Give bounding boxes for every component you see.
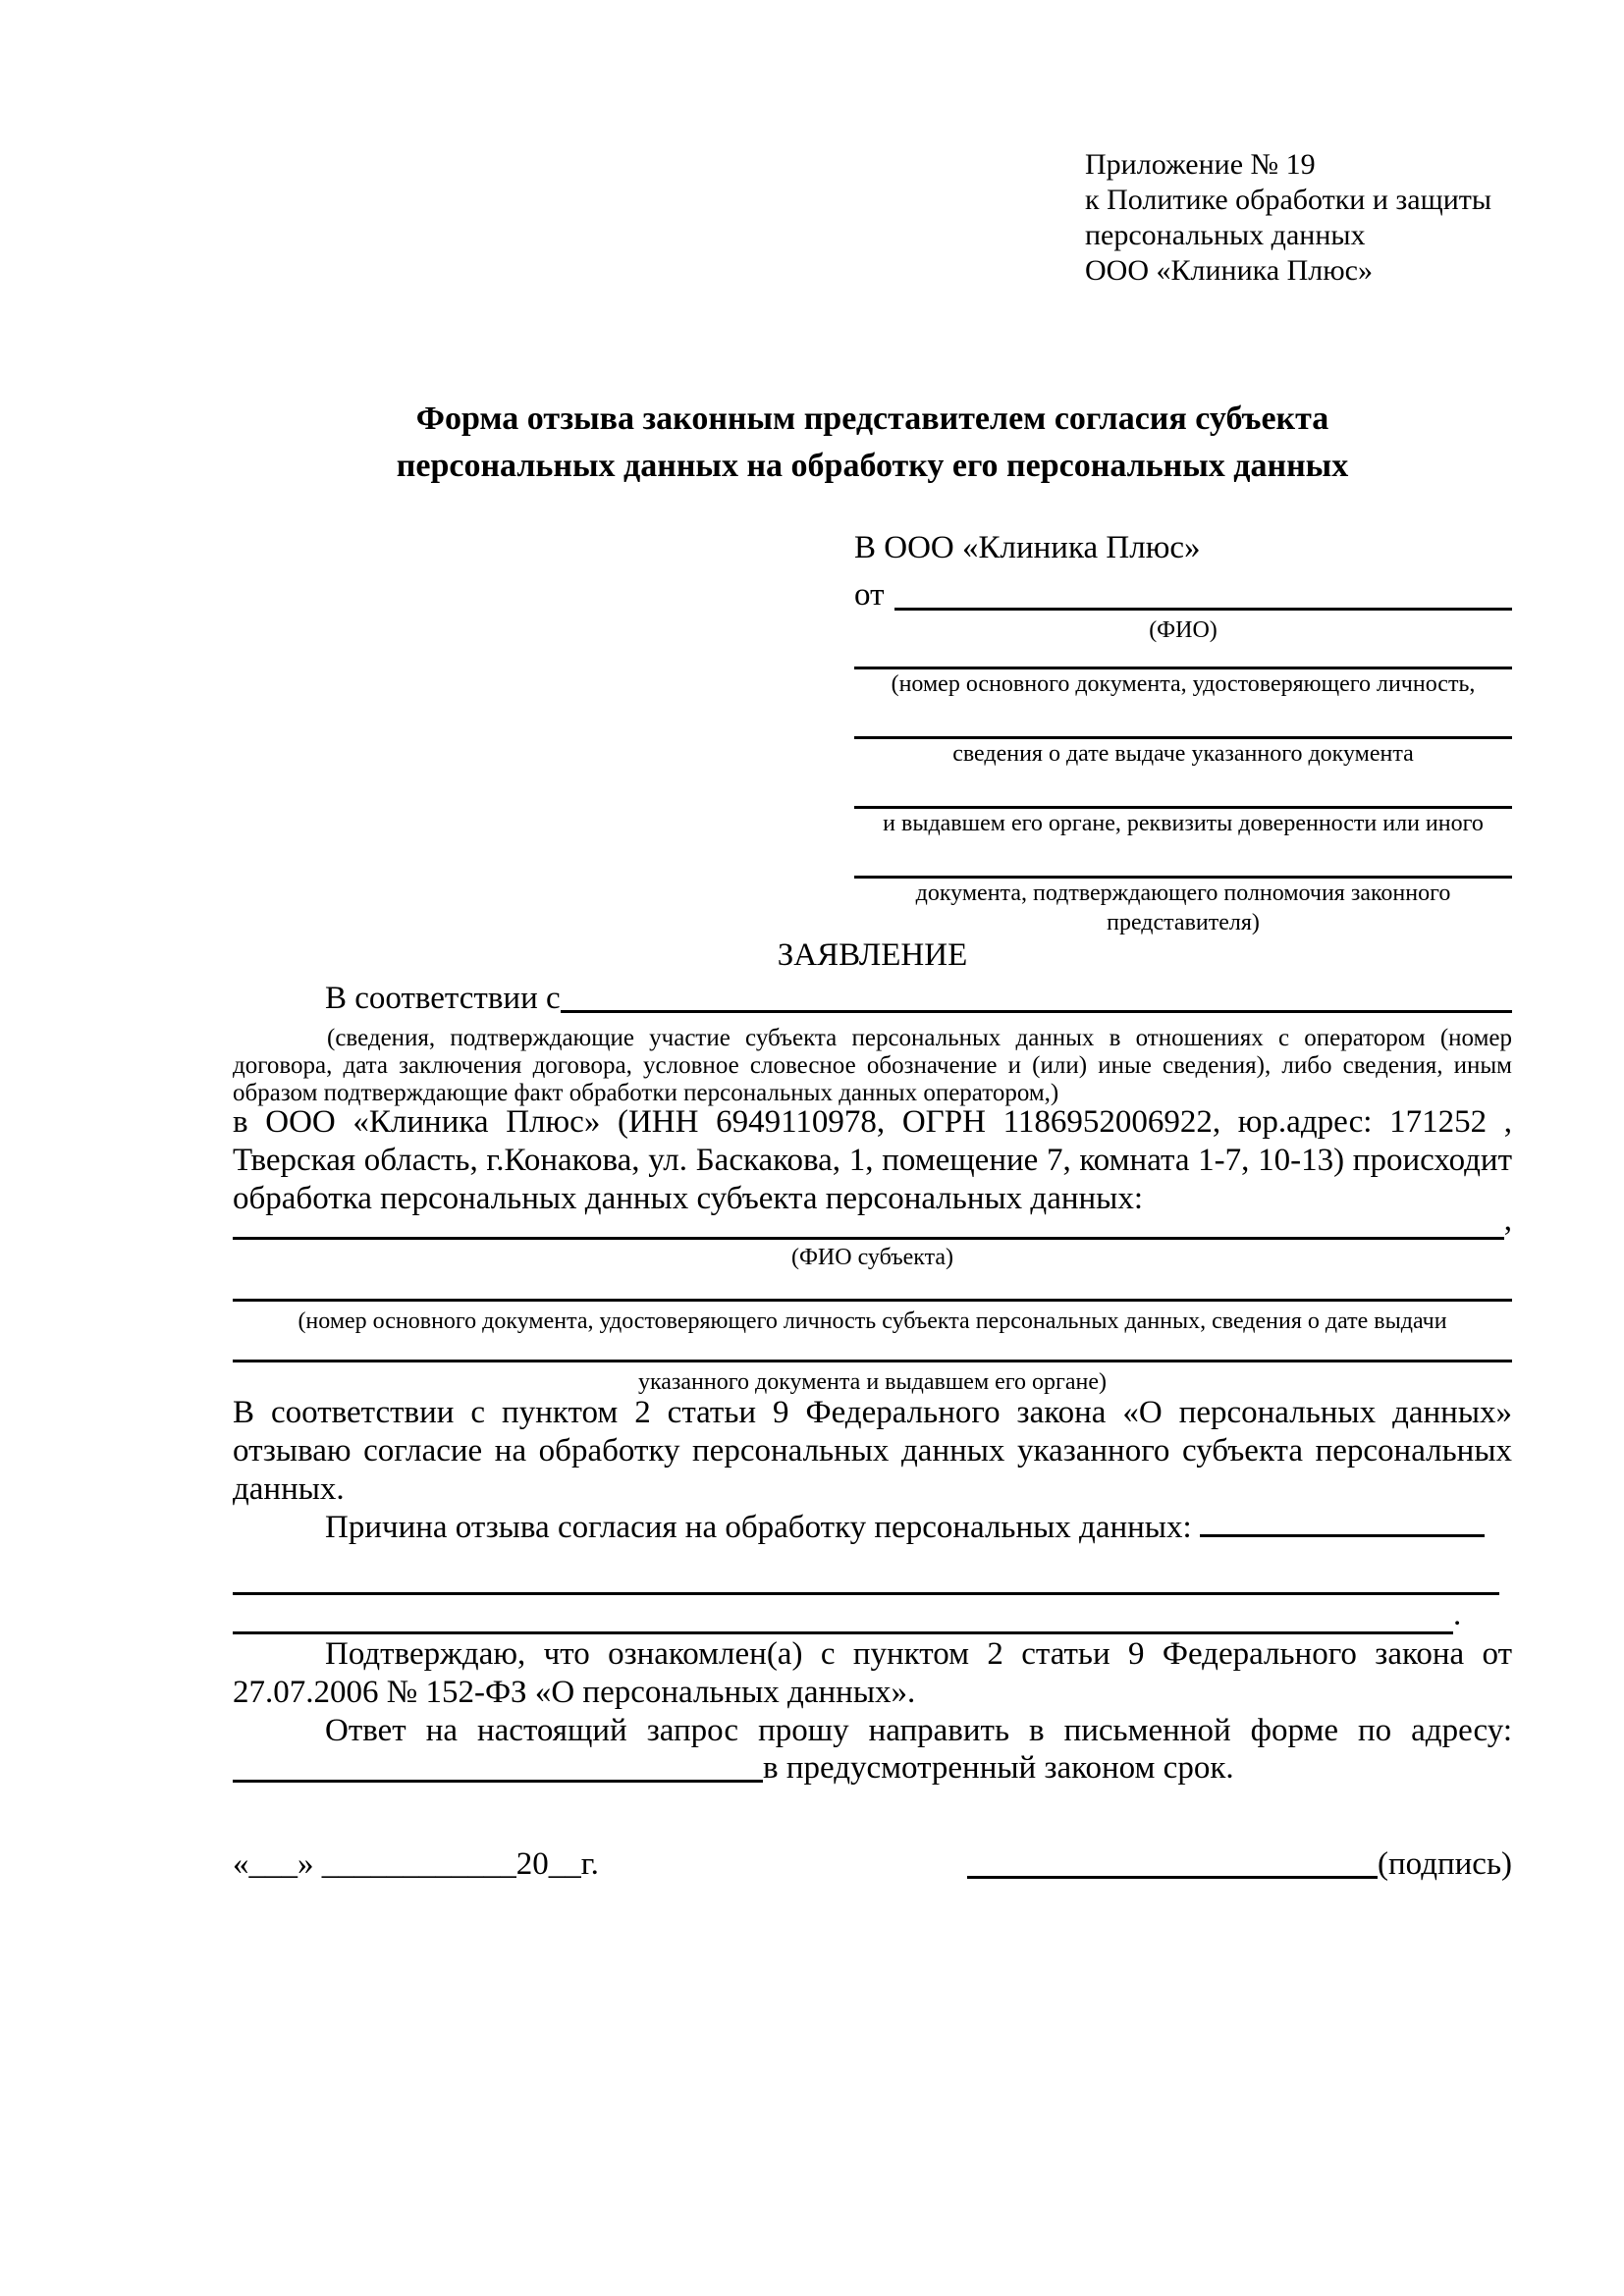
trailing-period: . [1453, 1597, 1462, 1632]
blank-line-attorney-doc [854, 838, 1512, 879]
blank-line-basis [561, 1010, 1512, 1013]
blank-line-reason-short [1200, 1533, 1485, 1537]
blank-line-subject-doc-2 [233, 1331, 1512, 1362]
subject-doc-caption-1: (номер основного документа, удостоверяющего личность субъекта персональных данных, сведения о дате выдачи [298, 1308, 1447, 1334]
addressee-from-row [854, 574, 1512, 615]
fio-caption: (ФИО) [1149, 617, 1218, 643]
reply-address-row [233, 1749, 1512, 1788]
appendix-line-1: Приложение № 19 [1085, 148, 1316, 181]
reason-row [233, 1509, 1512, 1547]
blank-line-doc-issuer [854, 769, 1512, 809]
appendix-block [1085, 147, 1491, 289]
addressee-block [854, 527, 1512, 937]
subject-fio-row [233, 1201, 1512, 1240]
reply-address-label: Ответ на настоящий запрос прошу направить в письменной форме по адресу: [325, 1713, 1512, 1748]
operator-paragraph: в ООО «Клиника Плюс» (ИНН 6949110978, ОГРН 1186952006922, юр.адрес: 171252 , Тверская область, г.Конакова, ул. Баскакова, 1, помещение 7, комната 1-7, 10-13) происходит обработка персональных данных субъекта персональных данных: [233, 1104, 1512, 1216]
appendix-line-4: ООО «Клиника Плюс» [1085, 254, 1373, 287]
document-title [233, 396, 1512, 490]
date-signature-row [233, 1845, 1512, 1884]
blank-line-signature [967, 1846, 1378, 1879]
blank-line-doc-issue-date [854, 699, 1512, 739]
accordance-label: В соответствии с [325, 981, 561, 1016]
withdraw-paragraph: В соответствии с пунктом 2 статьи 9 Федерального закона «О персональных данных» отзываю согласие на обработку персональных данных указанного субъекта персональных данных. [233, 1395, 1512, 1507]
blank-line-reply-address [233, 1750, 763, 1783]
addressee-to: В ООО «Клиника Плюс» [854, 530, 1201, 565]
signature-caption: (подпись) [1378, 1846, 1512, 1882]
statement-heading: ЗАЯВЛЕНИЕ [777, 937, 968, 973]
date-line: «___» ____________20__г. [233, 1846, 599, 1882]
blank-line-subject-fio [233, 1203, 1504, 1240]
signature-group [967, 1845, 1512, 1884]
blank-line-representative-fio [894, 608, 1513, 611]
trailing-comma: , [1503, 1202, 1512, 1238]
appendix-line-3: персональных данных [1085, 219, 1366, 251]
reply-tail: в предусмотренный законом срок. [763, 1750, 1234, 1786]
subject-fio-caption: (ФИО субъекта) [790, 1245, 954, 1270]
from-label: от [854, 577, 885, 613]
accordance-row [233, 980, 1512, 1018]
doc-number-caption: (номер основного документа, удостоверяющего личность, [891, 671, 1476, 697]
reason-blank-row-2 [233, 1596, 1512, 1634]
blank-line-reason-1 [233, 1561, 1499, 1595]
doc-issue-date-caption: сведения о дате выдаче указанного документа [952, 741, 1414, 767]
blank-line-reason-2 [233, 1600, 1453, 1634]
blank-line-doc-number [854, 645, 1512, 669]
title-line-2: персональных данных на обработку его персональных данных [396, 448, 1349, 484]
subject-doc-caption-2: указанного документа и выдавшем его органе) [637, 1369, 1108, 1395]
accordance-caption: (сведения, подтверждающие участие субъекта персональных данных в отношениях с оператором (номер договора, дата заключения договора, условное словесное обозначение и (или) иные сведения), либо сведения, иным образом подтверждающие факт обработки персональных данных оператором,) [233, 1025, 1512, 1106]
doc-issuer-caption: и выдавшем его органе, реквизиты доверенности или иного [883, 811, 1484, 836]
blank-line-subject-doc-1 [233, 1268, 1512, 1302]
reason-label: Причина отзыва согласия на обработку персональных данных: [325, 1510, 1192, 1545]
confirm-paragraph: Подтверждаю, что ознакомлен(а) с пунктом 2 статьи 9 Федерального закона от 27.07.2006 № 152-ФЗ «О персональных данных». [233, 1636, 1512, 1710]
title-line-1: Форма отзыва законным представителем согласия субъекта [415, 400, 1329, 437]
attorney-doc-caption: документа, подтверждающего полномочия законного представителя) [915, 881, 1451, 935]
appendix-line-2: к Политике обработки и защиты [1085, 184, 1492, 216]
